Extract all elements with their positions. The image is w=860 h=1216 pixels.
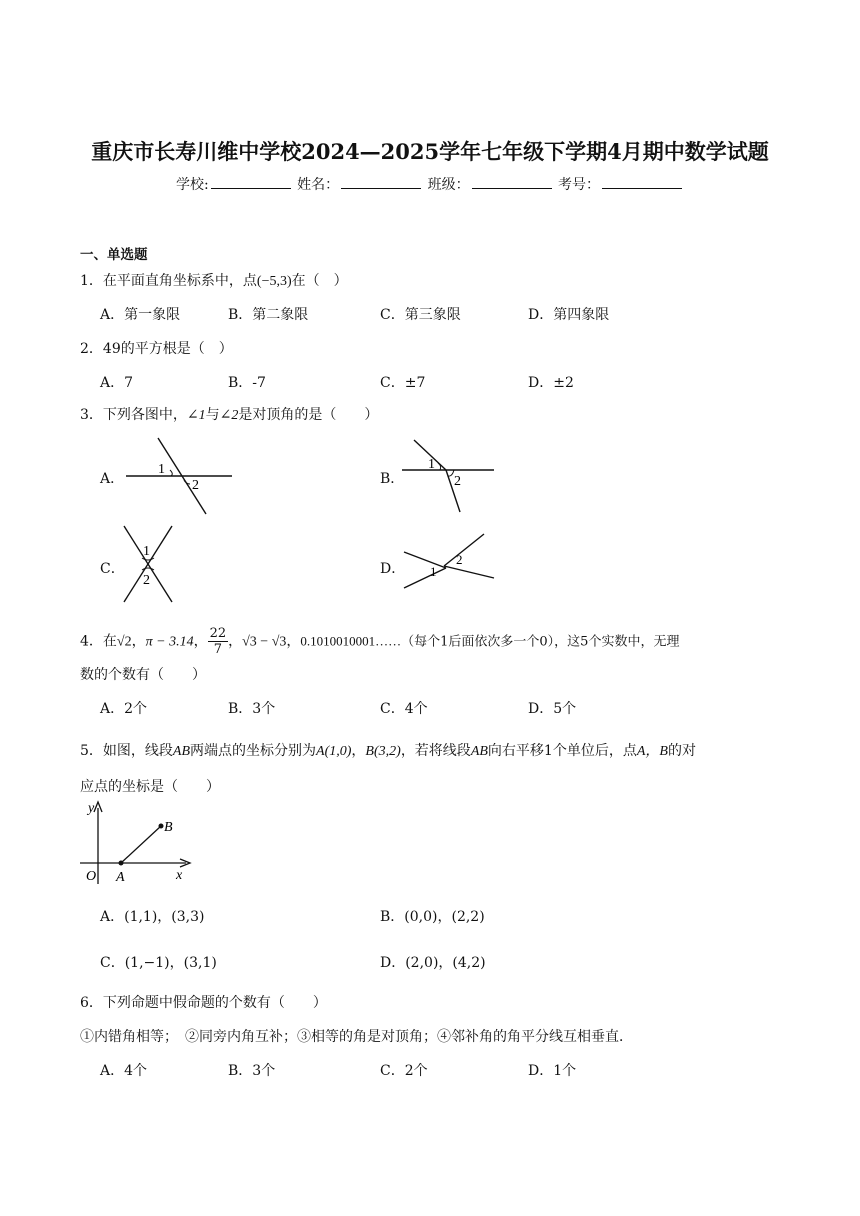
- question-2: 2．49的平方根是（ ）: [80, 341, 233, 357]
- figure-d-ray-right-upper: [444, 534, 484, 566]
- question-5: [80, 740, 696, 760]
- q1-option-c[interactable]: C．第三象限: [380, 307, 461, 323]
- segment-ab: [121, 826, 161, 863]
- q1-option-a[interactable]: A．第一象限: [100, 307, 181, 323]
- q3-text-pre: 3．下列各图中，: [80, 407, 187, 423]
- q3-figure-d[interactable]: [400, 530, 500, 592]
- q5-ab-2: AB: [470, 744, 488, 759]
- q4-sep-1: ，: [131, 633, 146, 650]
- q2-option-c[interactable]: C．±7: [380, 375, 426, 391]
- q1-point: (−5,3): [256, 274, 292, 289]
- figure-d-ray-left-upper: [404, 552, 446, 568]
- figure-d-ray-left-lower: [404, 568, 446, 588]
- q5-line1-pre: 5．如图，线段: [80, 743, 173, 759]
- q2-option-b[interactable]: B．-7: [228, 375, 266, 391]
- label-b: B: [164, 820, 173, 835]
- figure-a-label-2: 2: [192, 478, 199, 493]
- q5-line1-mid: 两端点的坐标分别为: [190, 743, 317, 759]
- section-title: 一、单选题: [80, 247, 148, 263]
- q5-option-a[interactable]: A．(1,1)，(3,3): [100, 909, 205, 925]
- q5-comma: ，: [351, 743, 366, 759]
- q6-statements: ①内错角相等； ②同旁内角互补；③相等的角是对顶角；④邻补角的角平分线互相垂直．: [80, 1029, 633, 1045]
- q3-figure-a[interactable]: [120, 434, 240, 518]
- q1-text-post: 在（ ）: [291, 273, 348, 289]
- figure-c-label-2: 2: [143, 573, 150, 588]
- q4-option-c[interactable]: C．4个: [380, 701, 428, 717]
- name-blank[interactable]: [341, 176, 421, 189]
- q5-line-2: 应点的坐标是（ ）: [80, 779, 220, 795]
- q5-line1-mid2: ，若将线段: [400, 743, 471, 759]
- q1-option-b[interactable]: B．第二象限: [228, 307, 309, 323]
- student-info-line: [0, 174, 860, 194]
- q4-sep-2: ，: [193, 633, 208, 650]
- q6-option-c[interactable]: C．2个: [380, 1063, 428, 1079]
- label-o: O: [86, 869, 97, 884]
- question-4: [80, 626, 679, 657]
- q5-point-a: A(1,0): [316, 744, 352, 759]
- q6-option-d[interactable]: D．1个: [528, 1063, 577, 1079]
- q3-option-c-label[interactable]: C．: [100, 561, 125, 577]
- q4-option-d[interactable]: D．5个: [528, 701, 577, 717]
- q4-fraction: [208, 626, 229, 657]
- exam-title: 重庆市长寿川维中学校2024—2025学年七年级下学期4月期中数学试题: [91, 139, 769, 164]
- label-x: x: [176, 868, 183, 883]
- label-y: y: [88, 801, 95, 816]
- q4-pi-expr: π − 3.14: [145, 634, 194, 650]
- figure-d-label-2: 2: [456, 552, 463, 567]
- q4-option-b[interactable]: B．3个: [228, 701, 276, 717]
- q4-sep-4: ，: [286, 633, 301, 650]
- q2-option-a[interactable]: A．7: [100, 375, 134, 391]
- figure-c-label-1: 1: [143, 544, 150, 559]
- q3-text-mid: 与: [205, 407, 220, 423]
- q3-angle-2: ∠2: [219, 408, 239, 423]
- q3-option-b-label[interactable]: B．: [380, 471, 405, 487]
- q4-note: （每个1后面依次多一个0），这5个实数中，无理: [401, 634, 680, 650]
- q2-option-d[interactable]: D．±2: [528, 375, 574, 391]
- figure-d-label-1: 1: [430, 564, 437, 579]
- q3-text-post: 是对顶角的是（ ）: [238, 407, 379, 423]
- figure-d-ray-right-lower: [444, 566, 494, 578]
- q4-sep-3: ，: [228, 633, 243, 650]
- class-label: 班级：: [427, 177, 470, 193]
- q4-sqrt3-expr: √3 − √3: [242, 634, 287, 650]
- q3-figure-b[interactable]: [400, 436, 500, 516]
- q3-option-d-label[interactable]: D．: [380, 561, 406, 577]
- q6-option-b[interactable]: B．3个: [228, 1063, 276, 1079]
- figure-b-label-1: 1: [428, 457, 435, 472]
- number-label: 考号：: [558, 177, 601, 193]
- point-b-dot: [159, 824, 164, 829]
- point-a-dot: [119, 861, 124, 866]
- q6-option-a[interactable]: A．4个: [100, 1063, 148, 1079]
- class-blank[interactable]: [472, 176, 552, 189]
- q4-sqrt2: √2: [116, 634, 132, 650]
- label-a: A: [116, 870, 125, 885]
- figure-a-arc-1: [170, 470, 172, 476]
- q5-point-b: B(3,2): [365, 744, 401, 759]
- question-6: 6．下列命题中假命题的个数有（ ）: [80, 995, 327, 1011]
- school-label: 学校:: [175, 177, 209, 193]
- question-3: [80, 404, 378, 424]
- figure-b-label-2: 2: [454, 474, 461, 489]
- q5-line1-end: 的对: [667, 743, 696, 759]
- q4-prefix: 4．在: [80, 633, 117, 650]
- number-blank[interactable]: [602, 176, 682, 189]
- q5-coordinate-figure: [78, 800, 196, 886]
- q5-option-d[interactable]: D．(2,0)，(4,2): [380, 955, 486, 971]
- q5-ab-1: AB: [172, 744, 191, 759]
- q3-angle-1: ∠1: [186, 408, 206, 423]
- q4-option-a[interactable]: A．2个: [100, 701, 148, 717]
- q4-frac-num: 22: [209, 626, 227, 641]
- q4-frac-den: 7: [213, 642, 222, 657]
- q5-option-c[interactable]: C．(1,−1)，(3,1): [100, 955, 217, 971]
- q1-text-pre: 1．在平面直角坐标系中，点: [80, 273, 257, 289]
- q3-figure-c[interactable]: [118, 522, 178, 606]
- q1-option-d[interactable]: D．第四象限: [528, 307, 610, 323]
- figure-a-label-1: 1: [158, 462, 165, 477]
- figure-a-arc-2: [184, 480, 190, 484]
- q5-line1-post: 向右平移1个单位后，点: [487, 743, 637, 759]
- q5-option-b[interactable]: B．(0,0)，(2,2): [380, 909, 485, 925]
- q5-a-b: A，B: [636, 744, 668, 759]
- q3-option-a-label[interactable]: A．: [100, 471, 125, 487]
- name-label: 姓名：: [297, 177, 340, 193]
- school-blank[interactable]: [211, 176, 291, 189]
- question-1: [80, 270, 348, 290]
- q4-line-2: 数的个数有（ ）: [80, 667, 206, 683]
- q4-decimal: 0.1010010001……: [300, 633, 402, 649]
